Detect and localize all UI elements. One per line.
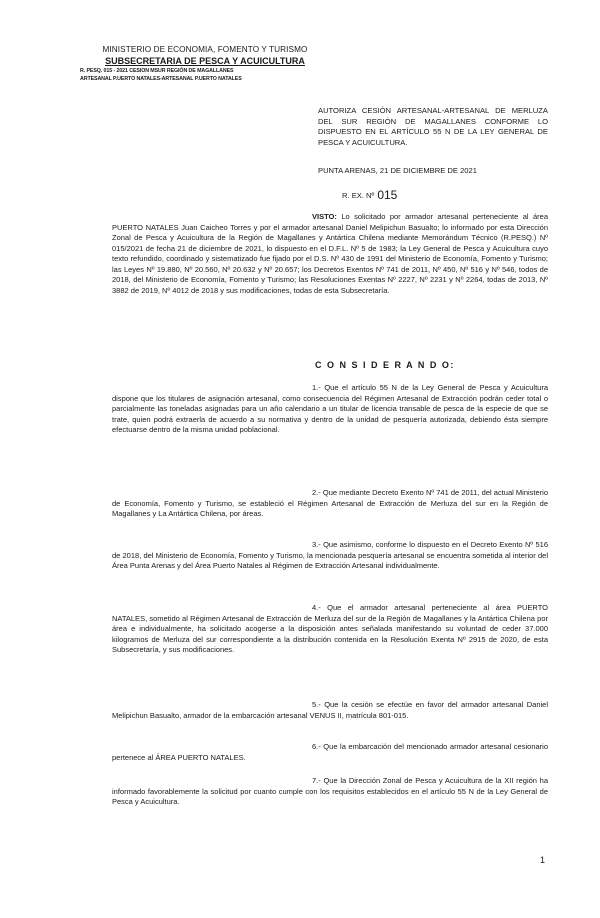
visto-label: VISTO: (312, 212, 337, 221)
reference-line-2: ARTESANAL P.UERTO NATALES-ARTESANAL P.UERTO NATALES (80, 76, 242, 82)
visto-paragraph (112, 212, 548, 296)
considerando-5: 5.- Que la cesión se efectúe en favor del armador artesanal Daniel Melipichun Basualto, armador de la embarcación artesanal VENUS II, matrícula 801-015. (112, 700, 548, 720)
considerando-2: 2.- Que mediante Decreto Exento Nº 741 de 2011, del actual Ministerio de Economía, Fomento y Turismo, se estableció el Régimen Artesanal de Extracción de Merluza del sur en la Región de Magallanes y La Antártica Chilena, por áreas. (112, 488, 548, 518)
resolution-number (342, 188, 397, 202)
considerando-3: 3.- Que asimismo, conforme lo dispuesto en el Decreto Exento Nº 516 de 2018, del Ministerio de Economía, Fomento y Turismo, la mencionada pesquería artesanal se encuentra sometida al interior del Área Punta Arenas y del Área Puerto Natales al Régimen de Extracción Artesanal individualmente. (112, 540, 548, 570)
subsecretaria-name: SUBSECRETARIA DE PESCA Y ACUICULTURA (105, 56, 305, 66)
rex-number: 015 (377, 188, 398, 202)
ministry-name: MINISTERIO DE ECONOMIA, FOMENTO Y TURISMO (102, 45, 308, 54)
considerando-6: 6.- Que la embarcación del mencionado armador artesanal cesionario pertenece al ÁREA PUERTO NATALES. (112, 742, 548, 762)
considerando-4: 4.- Que el armador artesanal perteneciente al área PUERTO NATALES, sometido al Régimen Artesanal de Extracción de Merluza del sur de la Región de Magallanes y la Antártica Chilena por área e individualmente, ha solicitado acogerse a la disposición antes señalada manifestando su voluntad de ceder 37.000 kilogramos de Merluza del sur correspondiente a la distribución contenida en la Resolución Exenta Nº 2915 de 2020, de esta Subsecretaría, y sus modificaciones. (112, 603, 548, 654)
letterhead (80, 44, 330, 83)
resolution-date: PUNTA ARENAS, 21 DE DICIEMBRE DE 2021 (318, 166, 477, 175)
considerando-1: 1.- Que el artículo 55 N de la Ley General de Pesca y Acuicultura dispone que los titulares de asignación artesanal, como consecuencia del Régimen Artesanal de Extracción podrán ceder total o parcialmente las toneladas asignadas para un año calendario a un titular de licencia transable de pesca de la especie de que se trate, quien podrá extraerla de acuerdo a su normativa y dentro de la unidad de pesquería autorizada, debiendo ésta siempre efectuarse dentro de la misma unidad poblacional. (112, 383, 548, 434)
reference-line-1: R. PESQ. 015 - 2021 CESION MSUR REGIÓN DE MAGALLANES (80, 68, 234, 74)
rex-label: R. EX. Nº (342, 191, 375, 200)
resolution-title: AUTORIZA CESIÓN ARTESANAL-ARTESANAL DE MERLUZA DEL SUR REGIÓN DE MAGALLANES CONFORME LO DISPUESTO EN EL ARTÍCULO 55 N DE LA LEY GENERAL DE PESCA Y ACUICULTURA. (318, 106, 548, 147)
considerando-heading: C O N S I D E R A N D O: (315, 360, 455, 370)
visto-text: Lo solicitado por armador artesanal perteneciente al área PUERTO NATALES Juan Caicheo Torres y por el armador artesanal Daniel Melipichun Basualto; lo informado por esta Dirección Zonal de Pesca y Acuicultura de la Región de Magallanes y Antártica Chilena mediante Memorándum Técnico (R.PESQ.) Nº 015/2021 de fecha 21 de diciembre de 2021, lo dispuesto en el D.F.L. Nº 5 de 1983; la Ley General de Pesca y Acuicultura cuyo texto refundido, coordinado y sistematizado fue fijado por el D.S. Nº 430 de 1991 del Ministerio de Economía, Fomento y Turismo; las Leyes Nº 19.880, Nº 20.560, Nº 20.632 y Nº 20.657; los Decretos Exentos Nº 741 de 2011, Nº 450, Nº 516 y Nº 546, todos de 2018, del Ministerio de Economía, Fomento y Turismo; las Resoluciones Exentas Nº 2227, Nº 2231 y Nº 2264, todas de 2013, Nº 3882 de 2019, Nº 4012 de 2018 y sus modificaciones, todas de esta Subsecretaría. (112, 212, 548, 295)
page-number: 1 (540, 855, 546, 865)
considerando-7: 7.- Que la Dirección Zonal de Pesca y Acuicultura de la XII región ha informado favorablemente la solicitud por cuanto cumple con los requisitos establecidos en el artículo 55 N de la Ley General de Pesca y Acuicultura. (112, 776, 548, 806)
